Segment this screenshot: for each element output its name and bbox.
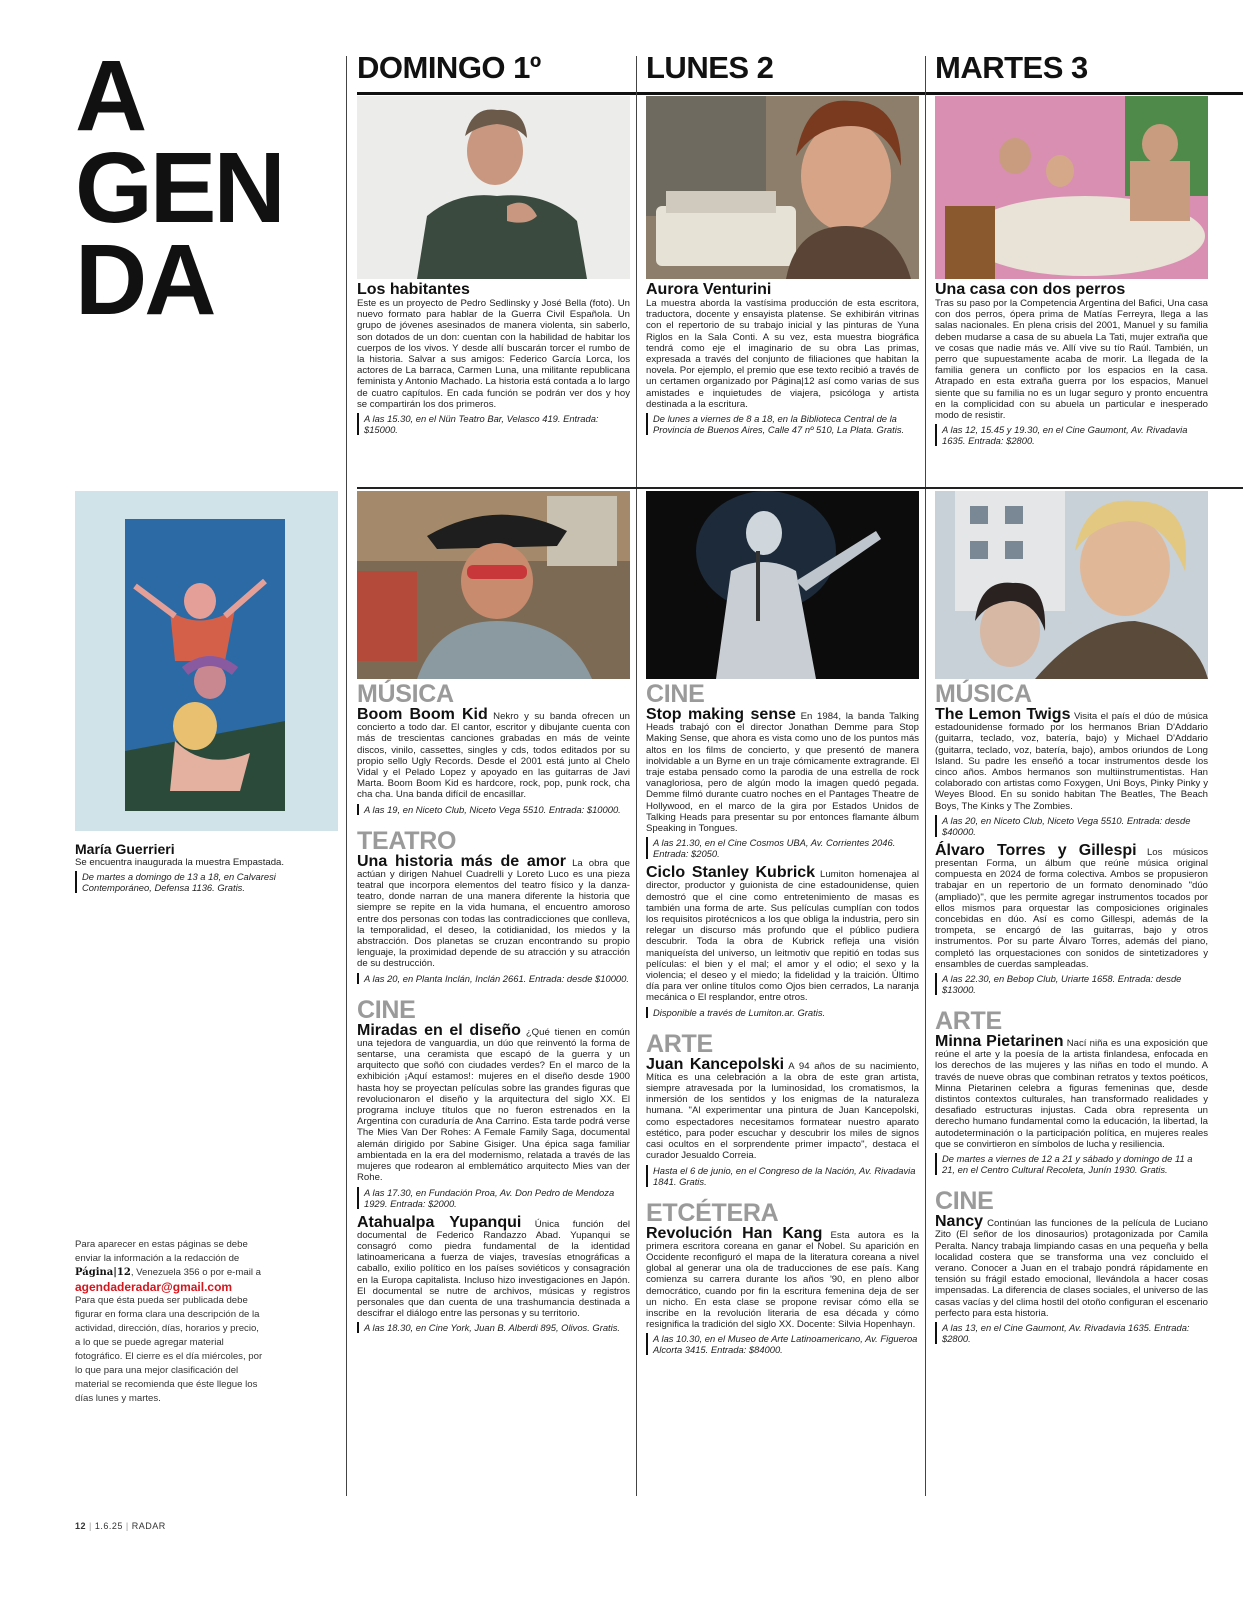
column-domingo xyxy=(357,680,630,1333)
event-info: A las 13, en el Cine Gaumont, Av. Rivadavia 1635. Entrada: $2800. xyxy=(935,1322,1208,1344)
photo-stop-making-sense xyxy=(646,491,919,679)
title-line: DA xyxy=(75,224,214,336)
event-title: Stop making sense xyxy=(646,706,796,723)
submission-info xyxy=(75,1238,265,1406)
event-info: A las 10.30, en el Museo de Arte Latinoamericano, Av. Figueroa Alcorta 3415. Entrada: $84000. xyxy=(646,1333,919,1355)
event-info: Hasta el 6 de junio, en el Congreso de la Nación, Av. Rivadavia 1841. Gratis. xyxy=(646,1165,919,1187)
event-aurora-venturini xyxy=(646,282,919,435)
event-miradas-en-el-diseno xyxy=(357,1021,630,1184)
agenda-title xyxy=(75,40,283,336)
event-title: Juan Kancepolski xyxy=(646,1055,785,1073)
section-heading: MÚSICA xyxy=(935,680,1032,708)
submission-address: , Venezuela 356 o por e-mail a xyxy=(130,1267,261,1278)
event-title: Minna Pietarinen xyxy=(935,1033,1064,1051)
submission-text: Para aparecer en estas páginas se debe enviar la información a la redacción de xyxy=(75,1239,248,1264)
event-info: A las 17.30, en Fundación Proa, Av. Don Pedro de Mendoza 1929. Entrada: $2000. xyxy=(357,1187,630,1209)
photo-una-casa-con-dos-perros xyxy=(935,96,1208,279)
photo-the-lemon-twigs xyxy=(935,491,1208,679)
event-the-lemon-twigs xyxy=(935,706,1208,812)
event-info: A las 12, 15.45 y 19.30, en el Cine Gaumont, Av. Rivadavia 1635. Entrada: $2800. xyxy=(935,424,1208,446)
event-info: A las 19, en Niceto Club, Niceto Vega 5510. Entrada: $10000. xyxy=(357,804,630,815)
event-info: Disponible a través de Lumiton.ar. Gratis. xyxy=(646,1007,919,1018)
sidebar-art-caption xyxy=(75,841,338,893)
section-heading: ARTE xyxy=(935,1007,1002,1036)
pagina12-logo: Página|12 xyxy=(75,1267,131,1278)
event-body: La obra que actúan y dirigen Nahuel Cuadrelli y Loreto Luco es una pieza teatral que incorpora elementos del teatro físico y la danza-teatro, donde narran de una manera diferente la historia que siempre se repite en la vida humana, el encuentro amoroso entre dos personas con todas las contradicciones que conlleva, la temporalidad, el deseo, la cotidianidad, los miedos y la abstracción. Dos planetas se cruzan encontrando su propio lenguaje, la proximidad depende de su atracción y su atracción de su destrucción. xyxy=(357,857,630,970)
event-info: De lunes a viernes de 8 a 18, en la Biblioteca Central de la Provincia de Buenos Aires, Calle 47 nº 510, La Plata. Gratis. xyxy=(646,413,919,435)
column-divider xyxy=(346,56,347,1496)
event-los-habitantes xyxy=(357,282,630,435)
event-title: The Lemon Twigs xyxy=(935,706,1071,723)
photo-aurora-venturini xyxy=(646,96,919,279)
artist-name: María Guerrieri xyxy=(75,841,175,857)
event-una-casa-con-dos-perros xyxy=(935,282,1208,446)
column-martes xyxy=(935,680,1208,1344)
art-body: Se encuentra inaugurada la muestra Empastada. xyxy=(75,857,285,868)
section-heading: TEATRO xyxy=(357,826,457,855)
event-title: Los habitantes xyxy=(357,281,470,298)
publication-section: RADAR xyxy=(131,1521,166,1531)
event-body: La muestra aborda la vastísima producción de esta escritora, traductora, docente y ensayista platense. Se exhibirán vitrinas con el repertorio de su trabajo inicial y las pinturas de Yuna Riglos en la Sala Conti. A su vez, esta muestra biográfica tendrá como eje el imaginario de su obra Las primas, expresada a través del conjunto de filiaciones que habitan la novela. Por ejemplo, el premio que ese texto recibió a través de un certamen organizado por Página|12 así como varias de sus amistades e inquietudes de viajera, psicóloga y artista destinada a la escritura. xyxy=(646,298,919,410)
event-title: Atahualpa Yupanqui xyxy=(357,1213,522,1231)
event-info: A las 15.30, en el Nün Teatro Bar, Velasco 419. Entrada: $15000. xyxy=(357,413,630,435)
event-title: Álvaro Torres y Gillespi xyxy=(935,841,1137,859)
section-heading: ARTE xyxy=(646,1029,713,1058)
title-line: GEN xyxy=(75,132,283,244)
column-divider xyxy=(925,56,926,1496)
event-stop-making-sense xyxy=(646,706,919,835)
day-header-lunes: LUNES 2 xyxy=(646,50,774,85)
event-body: Los músicos presentan Forma, un álbum que reúne música original compuesta en 2024 de forma colectiva. Ambos se propusieron trabajar en un repertorio de un formato denominado "dúo (ampliado)", que les permite agregar instrumentos tocados por ellos mismos para orquestar las composiciones originales concebidas en dúo. Así es como Gillespi, además de la trompeta, se encargó de las guitarras, bajo y otros instrumentos. Por su parte Álvaro Torres, además del piano, completó las orquestaciones con sonidos de sintetizadores y ensambles de cuerdas sampleadas. xyxy=(935,846,1208,970)
column-lunes xyxy=(646,680,919,1355)
day-header-martes: MARTES 3 xyxy=(935,50,1088,85)
event-body: Nekro y su banda ofrecen un concierto a todo dar. El cantor, escritor y dibujante cuenta con más de trescientas canciones grabadas en más de veinte discos, vinilo, cassettes, singles y cds, todos editados por su propio sello Ugly Records. Desde el 2001 está junto al Chelo Vidal y el Pelado Lopez y apoyado en las guitarras de Javi Marta. Boom Boom Kid es hardcore, rock, pop, punk rock, cha cha cha. Una banda difícil de encasillar. xyxy=(357,711,630,801)
event-info: De martes a viernes de 12 a 21 y sábado y domingo de 11 a 21, en el Centro Cultural Recoleta, Junín 1930. Gratis. xyxy=(935,1153,1208,1175)
section-heading: MÚSICA xyxy=(357,680,454,708)
event-body: Tras su paso por la Competencia Argentina del Bafici, Una casa con dos perros, ópera prima de Matías Ferreyra, llega a las salas nacionales. En plena crisis del 2001, Manuel y su familia deben mudarse a casa de su abuela La Tati, mujer extraña que ve cosas que nadie más ve. Allí vive su tío Raúl. También, un perro que supuestamente acaba de morir. La llegada de la familia genera un conflicto por los espacios en la casa. Atrapado en esta extraña guerra por los espacios, Manuel siente que su familia no es un lugar seguro y pronto encuentra en la complicidad con su abuela un particular e inesperado modo de resistir. xyxy=(935,298,1208,422)
event-title: Miradas en el diseño xyxy=(357,1021,521,1039)
photo-boom-boom-kid xyxy=(357,491,630,679)
event-info: A las 20, en Niceto Club, Niceto Vega 5510. Entrada: desde $40000. xyxy=(935,815,1208,837)
event-body: ¿Qué tienen en común una tejedora de vanguardia, un dúo que reinventó la forma de sentarse, una ceramista que escapó de la guerra y un arquitecto que soñó con ciudades verdes? En el marco de la exhibición ¡Aquí estamos!: mujeres en el diseño desde 1900 hasta hoy se proyectan películas sobre las grandes figuras que revolucionaron el diseño y la arquitectura del siglo XX. El programa incluye títulos que no fueron estrenados en la Argentina con curaduría de Ana Carrino. Esta tarde podrá verse The Mies Van Der Rohes: A Female Family Saga, documental alemán dirigido por Sabine Gisiger. Una épica saga familiar ambientada en la era del modernismo, relatada a través de las mujeres que rodearon al emblemático arquitecto Mies van der Rohe. xyxy=(357,1026,630,1184)
event-title: Una historia más de amor xyxy=(357,852,567,870)
event-body: Este es un proyecto de Pedro Sedlinsky y José Bella (foto). Un nuevo formato para hablar de la Guerra Civil Española. Un grupo de jóvenes asesinados de manera violenta, sin saberlo, son dotados de un don: cuentan con la habilidad de habitar los cuerpos de los vivos. Y desde allí buscarán torcer el rumbo de la historia. Salvar a sus amigos: Federico García Lorca, los actores de La barraca, Carmen Luna, una militante republicana feminista y Antonio Machado. La historia está contada a lo largo de cuatro capítulos. En cada función se podrán ver dos y hoy se compartirán los dos primeros. xyxy=(357,298,630,410)
event-juan-kancepolski xyxy=(646,1055,920,1162)
section-heading: CINE xyxy=(357,995,416,1024)
page-footer: 12 | 1.6.25 | RADAR xyxy=(75,1521,166,1531)
event-boom-boom-kid xyxy=(357,706,630,801)
event-body: Nací niña es una exposición que reúne el arte y la poesía de la artista finlandesa, enfocada en los derechos de las mujeres y las niñas en todo el mundo. A través de nueve obras que combinan retratos y textos poéticos, Minna Pietarinen celebra a figuras femeninas que, desde distintos contextos culturales, han transformado realidades y desafiado estructuras injustas. Cada obra representa un derecho humano fundamental como la educación, la libertad, la autodeterminación o la participación política, en mujeres reales que se convirtieron en símbolos de lucha y resiliencia. xyxy=(935,1038,1208,1150)
event-body: En 1984, la banda Talking Heads trabajó con el director Jonathan Demme para Stop Making Sense, que ahora es vista como uno de los puntos más altos en los films de concierto, y que presentó de manera inolvidable a un Byrne en un traje cómicamente extragrande. El traje estaba pensado como la parodia de una estrella de rock vanagloriosa, pero de algún modo la imagen quedó pegada. Demme filmó durante cuatro noches en el Pantages Theatre de Hollywood, en el marco de la gira por Estados Unidos de Talking Heads para presentar su por entonces flamante álbum Speaking in Tongues. xyxy=(646,711,919,835)
photo-los-habitantes xyxy=(357,96,630,279)
event-title: Una casa con dos perros xyxy=(935,281,1126,298)
day-header-domingo: DOMINGO 1º xyxy=(357,50,541,85)
event-title: Nancy xyxy=(935,1213,984,1231)
header-rule xyxy=(357,92,1243,95)
title-line: A xyxy=(75,40,145,152)
submission-instructions: Para que ésta pueda ser publicada debe figurar en forma clara una descripción de la actividad, dirección, días, horarios y precio, a lo que se puede agregar material fotográfico. El cierre es el día miércoles, por lo que para una mejor clasificación del material se recomienda que éste llegue los días lunes y martes. xyxy=(75,1295,263,1404)
submission-email-link[interactable]: agendaderadar@gmail.com xyxy=(75,1280,233,1294)
event-title: Boom Boom Kid xyxy=(357,706,488,723)
issue-date: 1.6.25 xyxy=(94,1521,123,1531)
column-divider xyxy=(636,56,637,1496)
page-number: 12 xyxy=(75,1521,87,1531)
event-info: A las 20, en Planta Inclán, Inclán 2661. Entrada: desde $10000. xyxy=(357,973,630,984)
event-body: Visita el país el dúo de música estadounidense formado por los hermanos Brian D'Addario (guitarra, teclado, voz, batería, bajo) y Michael D'Addario (guitarra, teclado, voz, batería, bajo), ambos oriundos de Long Island. Su padre les enseñó a tocar instrumentos desde los cinco años. Ambos hermanos son multiinstrumentistas. Han colaborado con artistas como Foxygen, Uni Boys, Pinky Pinky y Weyes Blood. En su sonido habitan The Beatles, The Beach Boys, The Kinks y The Zombies. xyxy=(935,711,1208,812)
artwork-maria-guerrieri xyxy=(75,491,338,831)
event-info: A las 22.30, en Bebop Club, Uriarte 1658. Entrada: desde $13000. xyxy=(935,973,1208,995)
event-alvaro-torres-y-gillespi xyxy=(935,841,1208,970)
event-minna-pietarinen xyxy=(935,1033,1208,1150)
event-atahualpa-yupanqui xyxy=(357,1213,631,1320)
event-body: Continúan las funciones de la película de Luciano Zito (El señor de los dinosaurios) protagonizada por Camila Peralta. Nancy trabaja limpiando casas en una pequeña y bella localidad costera que se transforma una vez concluido el verano. Conocer a Juan en el trabajo pondrá rápidamente en tensión su frágil estado emocional, llevándola a hacer cosas impensadas. La diferencia de clases sociales, el universo de las casas vacías y del clima hostil del otoño configuran el escenario perfecto para esta historia. xyxy=(935,1218,1208,1319)
event-body: A 94 años de su nacimiento, Mítica es una celebración a la obra de este gran artista, siempre atravesada por la luminosidad, los cromatismos, la inmersión de los sentidos y los enigmas de la naturaleza humana. "Al experimentar una pintura de Juan Kancepolski, como espectadores necesitamos formatear nuestro aparato estético, para poder escuchar y descubrir los miles de signos casi ocultos en el sorprendente primer impacto", destaca el curador Jesualdo Correia. xyxy=(646,1060,920,1162)
event-body: Lumiton homenajea al director, productor y guionista de cine estadounidense, quien demostró que el cine como entretenimiento de masas es también una forma de arte. Sus películas cumplían con todos los requisitos pirotécnicos a los que obliga la industria, pero sin relegar un discurso más profundo que el público pudiera descubrir. Toda la obra de Kubrick refleja una visión maniqueísta del universo, un leitmotiv que repitió en todas sus películas: el bien y el mal; el amor y el odio; el sexo y la violencia; el deseo y el miedo; la fidelidad y la traición. Último día para ver online títulos como Ojos bien cerrados, La naranja mecánica o El resplandor, entre otros. xyxy=(646,869,919,1004)
event-ciclo-stanley-kubrick xyxy=(646,864,919,1004)
section-rule xyxy=(357,487,1243,489)
section-heading: CINE xyxy=(646,680,705,708)
event-nancy xyxy=(935,1213,1208,1319)
event-info: A las 21.30, en el Cine Cosmos UBA, Av. Corrientes 2046. Entrada: $2050. xyxy=(646,837,919,859)
art-info: De martes a domingo de 13 a 18, en Calvaresi Contemporáneo, Defensa 1136. Gratis. xyxy=(75,871,338,893)
event-title: Ciclo Stanley Kubrick xyxy=(646,864,816,882)
section-heading: CINE xyxy=(935,1187,994,1216)
event-title: Aurora Venturini xyxy=(646,281,772,298)
event-info: A las 18.30, en Cine York, Juan B. Alberdi 895, Olivos. Gratis. xyxy=(357,1322,630,1333)
event-title: Revolución Han Kang xyxy=(646,1224,823,1242)
event-revolucion-han-kang xyxy=(646,1224,919,1331)
event-una-historia-mas-de-amor xyxy=(357,852,630,970)
section-heading: ETCÉTERA xyxy=(646,1198,779,1227)
event-body: Única función del documental de Federico Randazzo Abad. Yupanqui se consagró como piedra fundamental de la identidad latinoamericana a fuerza de viajes, travesías etnográficas a caballo, exilio político en los países soviéticos y consagración en la Europa capitalista. Incluso hizo investigaciones en Japón. El documental se nutre de archivos, músicas y registros personales que dan cuenta de una trashumancia destinada a descifrar el diálogo entre las personas y su territorio. xyxy=(357,1218,631,1320)
event-body: Esta autora es la primera escritora coreana en ganar el Nobel. Su aparición en Occidente reconfiguró el mapa de la literatura coreana a nivel global al generar una ola de traducciones de ese país. Kang comienza su carrera durante los años '90, en pleno albor democrático, cuando por fin la escritura femenina deja de ser un nicho. En esta clase se propone revisar cómo ella se inscribe en la revolución literaria de esa década y cómo resignifica la tradición del siglo XX. Docente: Silvia Hopenhayn. xyxy=(646,1229,919,1331)
